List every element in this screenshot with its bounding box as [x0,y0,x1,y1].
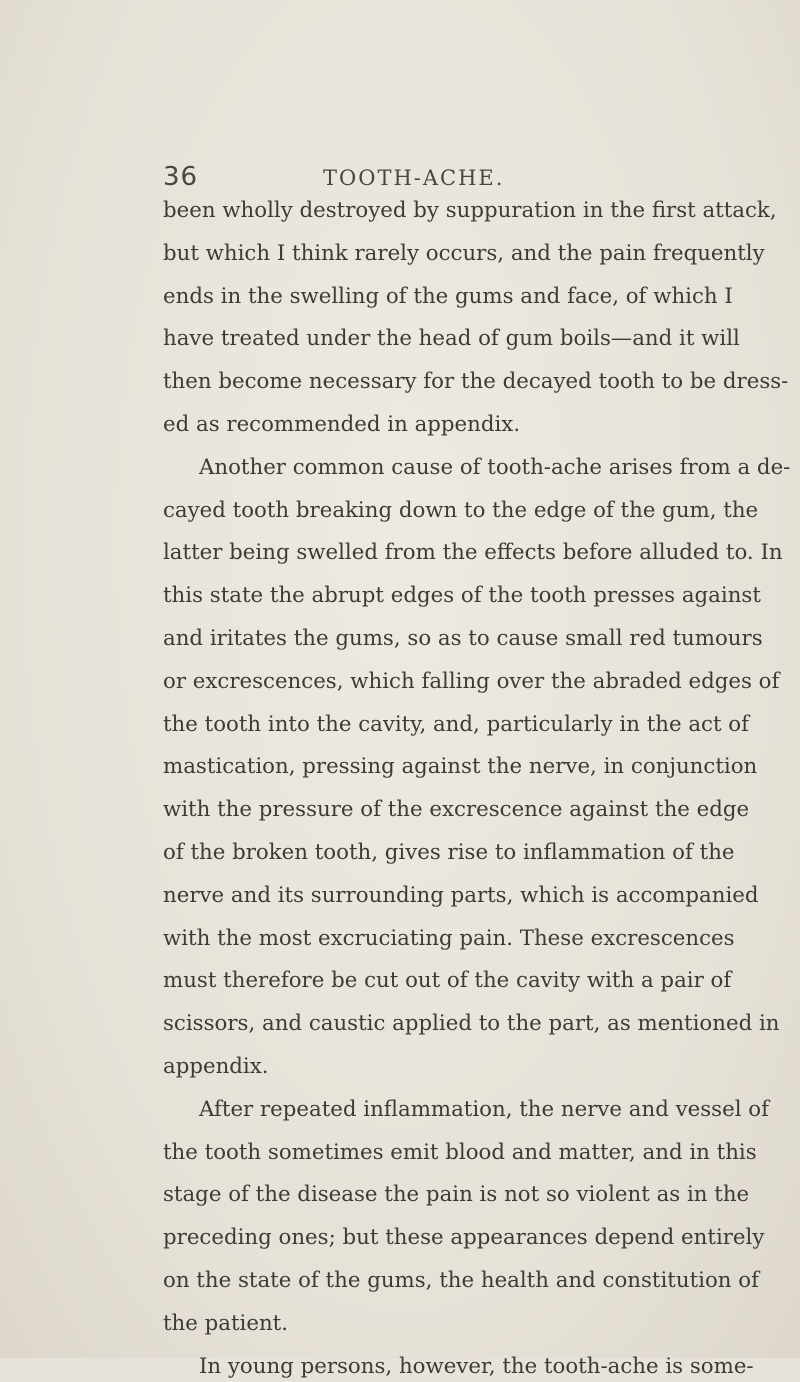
paragraph-start-line: In young persons, however, the tooth-ache is some- [199,1353,754,1379]
text-line: or excrescences, which falling over the abraded edges of [163,668,780,694]
paragraph-start-line: After repeated inflammation, the nerve and vessel of [199,1096,769,1122]
text-line: of the broken tooth, gives rise to inflammation of the [163,840,735,865]
text-line: scissors, and caustic applied to the part, as mentioned in [163,1011,780,1037]
running-title: TOOTH-ACHE. [323,166,505,190]
text-line: ends in the swelling of the gums and face, of which I [163,283,733,309]
text-line: this state the abrupt edges of the tooth presses against [163,583,761,609]
text-line: appendix. [163,1054,269,1079]
page-number: 36 [163,162,199,192]
text-line: must therefore be cut out of the cavity with a pair of [163,968,732,994]
text-line: mastication, pressing against the nerve, in conjunction [163,754,758,780]
text-line: preceding ones; but these appearances depend entirely [163,1225,765,1251]
text-line: the tooth sometimes emit blood and matter, and in this [163,1139,757,1165]
text-line: have treated under the head of gum boils—and it will [163,326,740,352]
text-line: nerve and its surrounding parts, which is accompanied [163,882,759,908]
text-line: with the most excruciating pain. These excrescences [163,925,735,951]
paragraph-start-line: Another common cause of tooth-ache arises from a de- [199,454,791,480]
text-line: stage of the disease the pain is not so violent as in the [163,1182,750,1208]
text-line: latter being swelled from the effects before alluded to. In [163,540,783,566]
text-line: then become necessary for the decayed tooth to be dress- [163,369,789,395]
text-line: on the state of the gums, the health and constitution of [163,1268,759,1293]
text-line: the patient. [163,1310,288,1336]
text-line: cayed tooth breaking down to the edge of the gum, the [163,497,759,523]
text-line: but which I think rarely occurs, and the pain frequently [163,240,765,266]
text-line: been wholly destroyed by suppuration in the first attack, [163,198,777,223]
text-line: ed as recommended in appendix. [163,412,521,437]
text-line: and iritates the gums, so as to cause small red tumours [163,626,763,651]
text-line: with the pressure of the excrescence against the edge [163,797,750,823]
text-line: the tooth into the cavity, and, particularly in the act of [163,711,749,737]
